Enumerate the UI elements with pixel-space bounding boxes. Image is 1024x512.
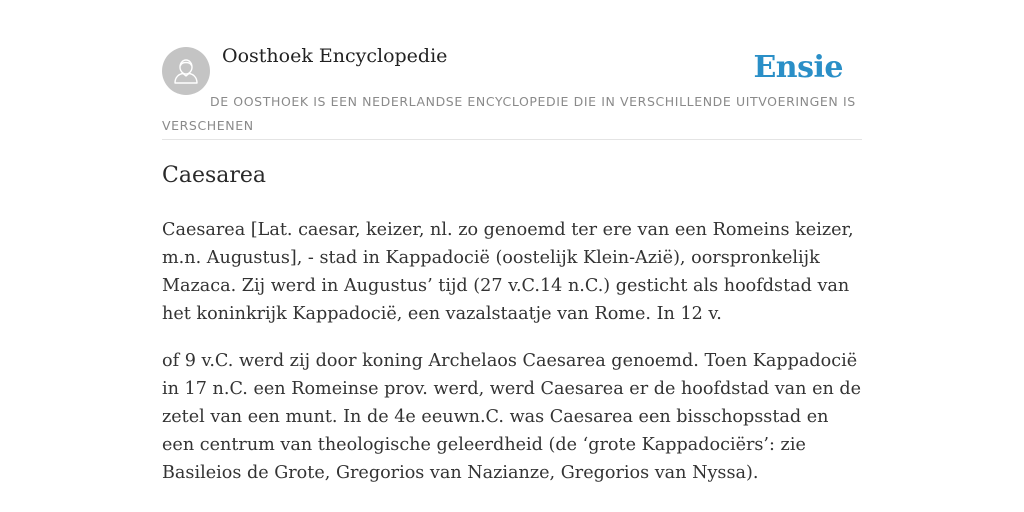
site-name[interactable]: Oosthoek Encyclopedie bbox=[222, 45, 448, 67]
avatar[interactable] bbox=[162, 47, 210, 95]
article-paragraph: Caesarea [Lat. caesar, keizer, nl. zo genoemd ter ere van een Romeins keizer, m.n. Augustus], - stad in Kappadocië (oostelijk Klein-Azië), oorspronkelijk Mazaca. Zij werd in Augustus’ tijd (27 v.C.14 n.C.) gesticht als hoofdstad van het koninkrijk Kappadocië, een vazalstaatje van Rome. In 12 v. bbox=[162, 220, 854, 324]
user-icon bbox=[162, 47, 210, 95]
article-body bbox=[162, 216, 862, 506]
site-header bbox=[162, 0, 862, 140]
article-paragraph: of 9 v.C. werd zij door koning Archelaos Caesarea genoemd. Toen Kappadocië in 17 n.C. een Romeinse prov. werd, werd Caesarea er de hoofdstad van en de zetel van een munt. In de 4e eeuwn.C. was Caesarea een bisschopsstad en een centrum van theologische geleerdheid (de ‘grote Kappadociërs’: zie Basileios de Grote, Gregorios van Nazianze, Gregorios van Nyssa). bbox=[162, 351, 862, 483]
brand-logo[interactable]: Ensie bbox=[753, 50, 843, 85]
page-title: Caesarea bbox=[162, 163, 267, 188]
site-tagline: DE OOSTHOEK IS EEN NEDERLANDSE ENCYCLOPEDIE DIE IN VERSCHILLENDE UITVOERINGEN IS VERSCHENEN bbox=[162, 94, 856, 133]
content-container bbox=[162, 0, 862, 483]
